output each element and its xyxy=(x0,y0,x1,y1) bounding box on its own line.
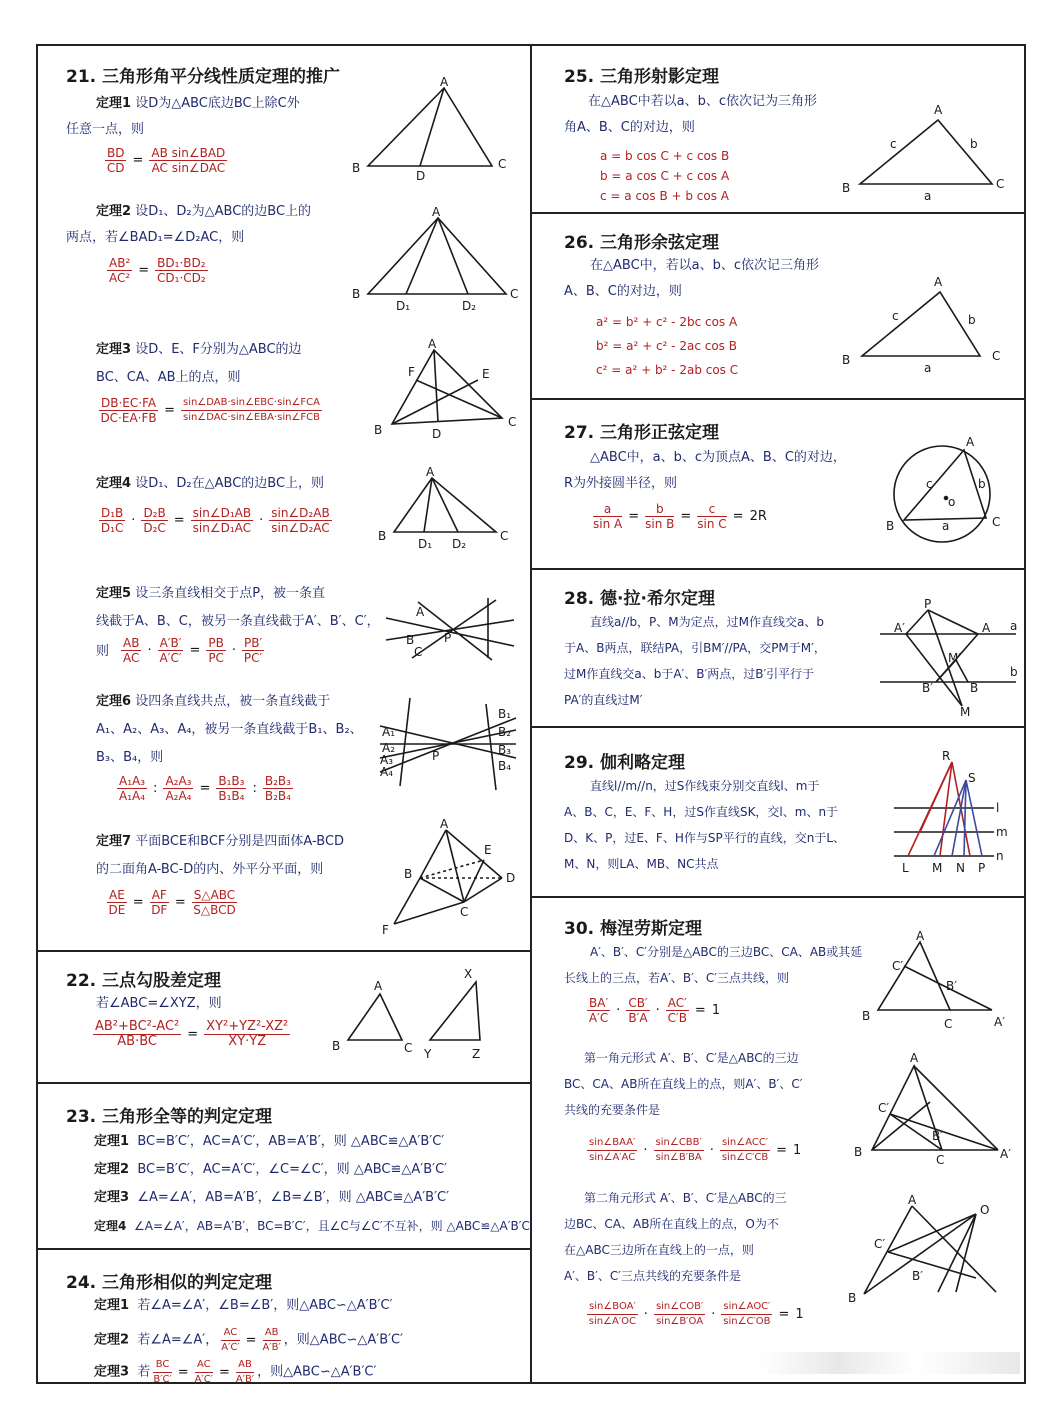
section-25-text-2: 角A、B、C的对边，则 xyxy=(564,120,695,135)
svg-text:S: S xyxy=(968,771,976,785)
section-26-diagram xyxy=(840,268,1020,378)
cosine-eq-1: a² = b² + c² - 2bc cos A xyxy=(596,315,738,329)
svg-text:O: O xyxy=(980,1203,990,1217)
svg-text:B₄: B₄ xyxy=(498,759,512,773)
svg-text:b: b xyxy=(978,477,986,491)
column-divider xyxy=(530,44,532,1384)
section-28-line-1: 直线a//b，P、M为定点，过M作直线交a、b xyxy=(590,615,824,629)
first-angle-formula: $\frac{\text{sin∠BAA′}}{\sin\angle A'AC}$ · $\frac{\text{sin∠CBB′}}{\sin\angle B'BA}$ · $\frac{\text{sin∠ACC′}}{\sin\angle C'CB}$ = 1 xyxy=(589,1137,802,1163)
svg-text:A: A xyxy=(432,205,441,219)
theorem-1-diagram xyxy=(350,76,520,186)
svg-text:D: D xyxy=(432,427,442,441)
section-27-diagram xyxy=(880,430,1020,550)
cosine-eq-3: c² = a² + b² - 2ab cos C xyxy=(596,363,739,377)
svg-text:B: B xyxy=(970,681,979,695)
theorem-5-label: 定理5 设三条直线相交于点P，被一条直 xyxy=(96,586,326,601)
theorem-5-formula: $\frac{AB}{AC}$ · $\frac{A'B'}{A'C'}$ = $\frac{PB}{PC}$ · $\frac{PB'}{PC'}$ xyxy=(123,636,263,665)
first-angle-form-3: 共线的充要条件是 xyxy=(564,1103,661,1117)
svg-text:C: C xyxy=(992,515,1001,529)
svg-text:C: C xyxy=(510,287,519,301)
svg-text:F: F xyxy=(382,923,389,937)
svg-text:B: B xyxy=(862,1009,871,1023)
svg-text:B: B xyxy=(886,519,895,533)
svg-text:C: C xyxy=(944,1017,953,1031)
section-29-line-1: 直线l//m//n，过S作线束分别交直线l、m于 xyxy=(590,779,820,793)
first-angle-form: 第一角元形式 A′、B′、C′是△ABC的三边 xyxy=(584,1051,799,1065)
theorem-6-diagram xyxy=(376,696,526,792)
svg-text:E: E xyxy=(482,367,490,381)
svg-text:B: B xyxy=(374,423,383,437)
svg-text:A′: A′ xyxy=(994,1015,1005,1029)
section-25-title: 25. 三角形射影定理 xyxy=(564,67,720,87)
section-28-line-4: PA′的直线过M′ xyxy=(564,693,643,707)
svg-text:b: b xyxy=(970,137,978,151)
divider xyxy=(36,1248,532,1250)
divider xyxy=(530,398,1026,400)
congruence-row-3: 定理3 ∠A=∠A′，AB=A′B′，∠B=∠B′，则 △ABC≌△A′B′C′ xyxy=(94,1190,450,1205)
svg-text:l: l xyxy=(996,801,1000,815)
menelaus-diagram-3 xyxy=(846,1192,1022,1322)
svg-text:P: P xyxy=(432,749,440,763)
second-angle-form-2: 边BC、CA、AB所在直线上的点，O为不 xyxy=(564,1217,779,1231)
svg-text:A: A xyxy=(966,435,975,449)
congruence-row-4: 定理4 ∠A=∠A′，AB=A′B′，BC=B′C′，且∠C与∠C′不互补，则 △ABC≌△A′B′C′ xyxy=(94,1219,533,1233)
svg-text:L: L xyxy=(902,861,909,875)
svg-text:C: C xyxy=(992,349,1001,363)
svg-text:A: A xyxy=(428,337,437,351)
theorem-3-diagram xyxy=(372,336,522,446)
theorem-5-then: 则 xyxy=(96,644,110,659)
svg-text:B: B xyxy=(352,287,361,301)
section-28-diagram xyxy=(876,597,1026,720)
congruence-row-1: 定理1 BC=B′C′，AC=A′C′，AB=A′B′，则 △ABC≌△A′B′C′ xyxy=(94,1134,445,1149)
svg-text:E: E xyxy=(484,843,492,857)
divider xyxy=(530,896,1026,898)
section-23-title: 23. 三角形全等的判定定理 xyxy=(66,1107,273,1127)
theorem-4-diagram xyxy=(374,465,514,552)
theorem-2-formula: $\frac{\text{AB²}}{\text{AC²}}$ = $\frac{\text{BD₁·BD₂}}{\text{CD₁·CD₂}}$ xyxy=(109,256,206,285)
theorem-3-text: BC、CA、AB上的点，则 xyxy=(96,370,241,385)
divider xyxy=(530,726,1026,728)
section-30-text-2: 长线上的三点，若A′、B′、C′三点共线，则 xyxy=(564,971,789,985)
svg-text:B: B xyxy=(854,1145,863,1159)
svg-text:R: R xyxy=(942,749,951,763)
theorem-7-text: 的二面角A-BC-D的内、外平分平面，则 xyxy=(96,862,324,877)
watermark-bar xyxy=(760,1352,1020,1374)
theorem-6-text-2: B₃、B₄，则 xyxy=(96,750,164,765)
theorem-5-diagram xyxy=(380,596,530,666)
similar-row-1: 定理1 若∠A=∠A′，∠B=∠B′，则△ABC∽△A′B′C′ xyxy=(94,1298,393,1313)
theorem-2-diagram xyxy=(350,206,520,316)
svg-text:P: P xyxy=(924,597,932,611)
svg-text:B: B xyxy=(378,529,387,543)
svg-text:B: B xyxy=(842,353,851,367)
svg-text:A′: A′ xyxy=(894,621,905,635)
svg-text:B′: B′ xyxy=(946,979,957,993)
svg-text:Z: Z xyxy=(472,1047,481,1061)
svg-text:B′: B′ xyxy=(922,681,933,695)
svg-text:A: A xyxy=(910,1051,919,1065)
section-29-line-2: A、B、C，E、F、H，过S作直线SK，交l、m、n于 xyxy=(564,805,839,819)
congruence-row-2: 定理2 BC=B′C′，AC=A′C′，∠C=∠C′，则 △ABC≌△A′B′C′ xyxy=(94,1162,448,1177)
svg-text:B: B xyxy=(352,161,361,175)
svg-text:P: P xyxy=(444,631,452,645)
section-26-title: 26. 三角形余弦定理 xyxy=(564,233,720,253)
section-28-line-3: 过M作直线交a、b于A′、B′两点，过B′引平行于 xyxy=(564,667,815,681)
svg-text:A′: A′ xyxy=(1000,1147,1011,1161)
svg-text:A: A xyxy=(934,275,943,289)
svg-text:A: A xyxy=(440,817,449,831)
section-30-title: 30. 梅涅劳斯定理 xyxy=(564,919,703,939)
second-angle-form-3: 在△ABC三边所在直线上的一点，则 xyxy=(564,1243,754,1257)
theorem-7-diagram xyxy=(380,817,520,940)
svg-text:P: P xyxy=(978,861,986,875)
svg-text:A: A xyxy=(982,621,991,635)
svg-text:c: c xyxy=(892,309,899,323)
theorem-1-formula: $\frac{BD}{CD}$ = $\frac{\text{AB sin∠BAD}}{\text{AC sin∠DAC}}$ xyxy=(106,146,226,175)
svg-text:b: b xyxy=(1010,665,1018,679)
theorem-2-label: 定理2 设D₁、D₂为△ABC的边BC上的 xyxy=(96,204,312,219)
svg-text:F: F xyxy=(408,365,415,379)
section-29-title: 29. 伽利略定理 xyxy=(564,753,686,773)
section-27-text-2: R为外接圆半径，则 xyxy=(564,476,678,491)
section-22-formula: $\frac{\text{AB²+BC²-AC²}}{AB\cdot BC}$ = $\frac{\text{XY²+YZ²-XZ²}}{XY\cdot YZ}$ xyxy=(95,1019,289,1049)
svg-text:b: b xyxy=(968,313,976,327)
svg-text:C: C xyxy=(498,157,507,171)
svg-text:C: C xyxy=(508,415,517,429)
section-22-diagram xyxy=(330,966,530,1066)
menelaus-formula: $\frac{BA'}{A'C}$ · $\frac{CB'}{B'A}$ · $\frac{AC'}{C'B}$ = 1 xyxy=(588,996,721,1025)
svg-text:D₂: D₂ xyxy=(462,299,477,313)
svg-text:B₁: B₁ xyxy=(498,707,512,721)
svg-text:B′: B′ xyxy=(932,1129,943,1143)
svg-text:A: A xyxy=(374,979,383,993)
section-30-text: A′、B′、C′分别是△ABC的三边BC、CA、AB或其延 xyxy=(590,945,863,959)
theorem-2-text: 两点，若∠BAD₁=∠D₂AC，则 xyxy=(66,230,245,245)
theorem-3-formula: $\frac{DB\cdot EC\cdot FA}{DC\cdot EA\cdot FB}$ = $\frac{\text{sin∠DAB·sin∠EBC·sin∠FCA}}{\text{sin∠DAC·sin∠EBA·sin∠FCB}}$ xyxy=(100,396,321,425)
svg-text:B: B xyxy=(406,633,415,647)
svg-text:c: c xyxy=(926,477,933,491)
svg-text:B: B xyxy=(848,1291,857,1305)
second-angle-form: 第二角元形式 A′、B′、C′是△ABC的三 xyxy=(584,1191,787,1205)
theorem-1-text: 任意一点，则 xyxy=(66,122,145,137)
svg-text:n: n xyxy=(996,849,1004,863)
section-26-text-2: A、B、C的对边，则 xyxy=(564,284,682,299)
theorem-3-label: 定理3 设D、E、F分别为△ABC的边 xyxy=(96,342,302,357)
svg-text:A₁: A₁ xyxy=(382,725,396,739)
section-25-text: 在△ABC中若以a、b、c依次记为三角形 xyxy=(588,94,818,109)
section-26-text: 在△ABC中，若以a、b、c依次记三角形 xyxy=(590,258,820,273)
divider xyxy=(36,950,532,952)
svg-text:B: B xyxy=(404,867,413,881)
svg-text:B₃: B₃ xyxy=(498,743,512,757)
projection-eq-1: a = b cos C + c cos B xyxy=(600,149,730,163)
svg-text:A₄: A₄ xyxy=(380,765,394,779)
svg-text:M′: M′ xyxy=(948,651,962,665)
svg-text:B: B xyxy=(842,181,851,195)
svg-text:D₁: D₁ xyxy=(396,299,411,313)
svg-text:A: A xyxy=(416,605,425,619)
theorem-4-formula: $\frac{\text{D₁B}}{\text{D₁C}}$ · $\frac{\text{D₂B}}{\text{D₂C}}$ = $\frac{\text{sin∠D₁AB}}{\text{sin∠D₁AC}}$ · $\frac{\text{sin∠D₂AB}}{\text{sin∠D₂AC}}$ xyxy=(100,506,330,535)
divider xyxy=(530,568,1026,570)
section-24-title: 24. 三角形相似的判定定理 xyxy=(66,1273,273,1293)
section-29-diagram xyxy=(890,749,1020,882)
theorem-4-label: 定理4 设D₁、D₂在△ABC的边BC上，则 xyxy=(96,476,325,491)
svg-text:c: c xyxy=(890,137,897,151)
section-27-text: △ABC中，a、b、c为顶点A、B、C的对边， xyxy=(590,450,846,465)
theorem-6-label: 定理6 设四条直线共点，被一条直线截于 xyxy=(96,694,331,709)
svg-text:C: C xyxy=(500,529,509,543)
svg-text:B: B xyxy=(332,1039,341,1053)
theorem-5-text: 线截于A、B、C，被另一条直线截于A′、B′、C′， xyxy=(96,614,380,629)
similar-row-2: 定理2 若∠A=∠A′， $\frac{AC}{A'C'}$ = $\frac{AB}{A'B'}$ ，则△ABC∽△A′B′C′ xyxy=(94,1327,404,1353)
theorem-7-formula: $\frac{AE}{DE}$ = $\frac{AF}{DF}$ = $\frac{\text{S△ABC}}{\text{S△BCD}}$ xyxy=(108,888,236,917)
section-22-text: 若∠ABC=∠XYZ，则 xyxy=(96,996,222,1011)
svg-text:C: C xyxy=(414,645,423,659)
section-29-line-3: D、K、P，过E、F、H作与SP平行的直线，交n于L、 xyxy=(564,831,845,845)
svg-text:A: A xyxy=(426,465,435,479)
svg-text:A: A xyxy=(934,103,943,117)
svg-text:C′: C′ xyxy=(878,1101,890,1115)
svg-text:M: M xyxy=(932,861,943,875)
second-angle-form-4: A′、B′、C′三点共线的充要条件是 xyxy=(564,1269,741,1283)
svg-text:D: D xyxy=(506,871,516,885)
svg-text:C: C xyxy=(404,1041,413,1055)
svg-text:D₂: D₂ xyxy=(452,537,467,551)
svg-text:B′: B′ xyxy=(912,1269,923,1283)
section-28-line-2: 于A、B两点，联结PA，引BM′//PA，交PM于M′， xyxy=(564,641,826,655)
section-27-title: 27. 三角形正弦定理 xyxy=(564,423,720,443)
svg-text:a: a xyxy=(924,361,932,375)
theorem-6-formula: $\frac{\text{A₁A₃}}{\text{A₁A₄}}$ : $\frac{\text{A₂A₃}}{\text{A₂A₄}}$ = $\frac{\text{B₁B₃}}{\text{B₁B₄}}$ : $\frac{\text{B₂B₃}}{\text{B₂B₄}}$ xyxy=(119,774,291,803)
svg-text:B₂: B₂ xyxy=(498,725,512,739)
section-25-diagram xyxy=(840,96,1020,206)
section-21-title: 21. 三角形角平分线性质定理的推广 xyxy=(66,67,341,87)
svg-text:a: a xyxy=(942,519,950,533)
svg-text:A: A xyxy=(916,929,925,943)
menelaus-diagram-2 xyxy=(852,1050,1022,1170)
svg-text:a: a xyxy=(1010,619,1018,633)
svg-text:A: A xyxy=(908,1193,917,1207)
theorem-1-label: 定理1 设D为△ABC底边BC上除C外 xyxy=(96,96,300,111)
svg-text:C: C xyxy=(460,905,469,919)
menelaus-diagram-1 xyxy=(860,930,1020,1040)
svg-text:Y: Y xyxy=(424,1047,432,1061)
svg-text:a: a xyxy=(924,189,932,203)
first-angle-form-2: BC、CA、AB所在直线上的点，则A′、B′、C′ xyxy=(564,1077,803,1091)
theorem-6-text: A₁、A₂、A₃、A₄，被另一条直线截于B₁、B₂、 xyxy=(96,722,363,737)
svg-text:o: o xyxy=(948,495,956,509)
svg-text:D: D xyxy=(416,169,426,183)
svg-text:A₃: A₃ xyxy=(380,753,394,767)
svg-text:A: A xyxy=(440,75,449,89)
svg-text:A₂: A₂ xyxy=(382,741,396,755)
svg-text:M: M xyxy=(960,705,971,719)
section-29-line-4: M、N，则LA、MB、NC共点 xyxy=(564,857,719,871)
section-28-title: 28. 德·拉·希尔定理 xyxy=(564,589,715,609)
section-22-title: 22. 三点勾股差定理 xyxy=(66,971,222,991)
projection-eq-3: c = a cos B + b cos A xyxy=(600,189,730,203)
svg-text:C: C xyxy=(996,177,1005,191)
similar-row-3: 定理3 若 $\frac{BC}{B'C'}$ = $\frac{AC}{A'C'}$ = $\frac{AB}{A'B'}$ ，则△ABC∽△A′B′C′ xyxy=(94,1359,377,1385)
svg-text:X: X xyxy=(464,967,473,981)
svg-text:N: N xyxy=(956,861,965,875)
divider xyxy=(36,1082,532,1084)
divider xyxy=(530,212,1026,214)
svg-text:C′: C′ xyxy=(892,959,904,973)
theorem-7-label: 定理7 平面BCE和BCF分别是四面体A-BCD xyxy=(96,834,345,849)
second-angle-formula: $\frac{\text{sin∠BOA′}}{\sin\angle A'OC}$ · $\frac{\text{sin∠COB′}}{\sin\angle B'OA}$ · $\frac{\text{sin∠AOC′}}{\sin\angle C'OB}$ = 1 xyxy=(588,1301,804,1327)
svg-text:D₁: D₁ xyxy=(418,537,433,551)
svg-text:m: m xyxy=(996,825,1008,839)
sine-law-formula: $\frac{a}{\text{sin A}}$ = $\frac{b}{\text{sin B}}$ = $\frac{c}{\text{sin C}}$ = 2R xyxy=(593,502,767,531)
svg-text:C: C xyxy=(936,1153,945,1167)
svg-text:C′: C′ xyxy=(874,1237,886,1251)
projection-eq-2: b = a cos C + c cos A xyxy=(600,169,730,183)
cosine-eq-2: b² = a² + c² - 2ac cos B xyxy=(596,339,737,353)
